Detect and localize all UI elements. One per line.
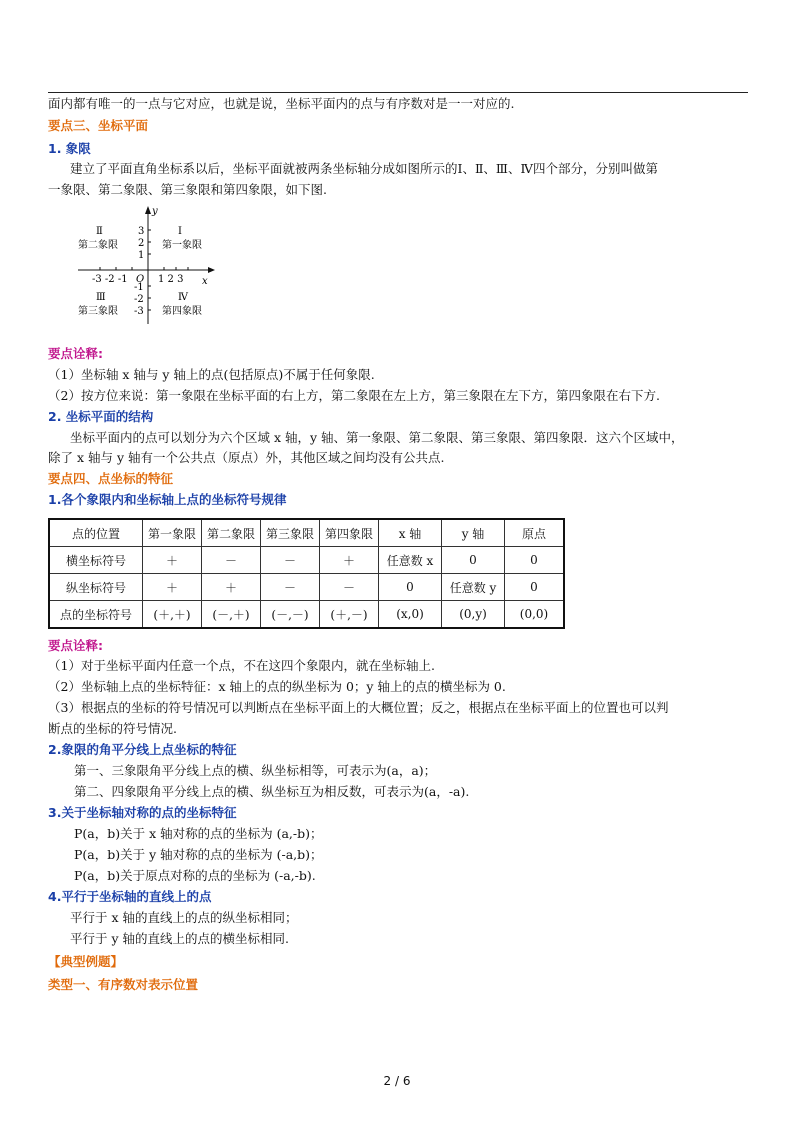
sub2-paragraph-line2: 除了 x 轴与 y 轴有一个公共点（原点）外，其他区域之间均没有公共点. (48, 450, 445, 465)
table-cell: 0 (505, 574, 565, 601)
note1-item1: （1）坐标轴 x 轴与 y 轴上的点(包括原点)不属于任何象限. (48, 367, 375, 382)
quadrant2-numeral: Ⅱ (96, 226, 103, 237)
y-tick-1: 1 (138, 250, 145, 261)
s4-item2-line2: 第二、四象限角平分线上点的横、纵坐标互为相反数，可表示为(a，-a). (74, 784, 470, 799)
table-header-row (49, 519, 564, 547)
x-axis-arrow (208, 267, 215, 273)
table-cell: (0,0) (505, 601, 565, 629)
x-ticks-negative: -3 -2 -1 (92, 274, 128, 285)
y-axis-arrow (145, 206, 151, 214)
sub1-paragraph-line2: 一象限、第二象限、第三象限和第四象限，如下图. (48, 182, 327, 197)
s4-item4-line2: 平行于 y 轴的直线上的点的横坐标相同. (70, 931, 289, 946)
s4-item3-line3: P(a，b)关于原点对称的点的坐标为 (-a,-b). (74, 868, 316, 883)
quadrant3-numeral: Ⅲ (96, 292, 106, 303)
examples-title: 【典型例题】 (48, 954, 124, 969)
s4-item1-title: 1.各个象限内和坐标轴上点的坐标符号规律 (48, 492, 287, 507)
table-cell: ＋ (143, 547, 202, 574)
s4-item4-title: 4.平行于坐标轴的直线上的点 (48, 889, 212, 904)
note2-title: 要点诠释: (48, 638, 103, 653)
s4-item3-title: 3.关于坐标轴对称的点的坐标特征 (48, 805, 237, 820)
s4-item2-title: 2.象限的角平分线上点坐标的特征 (48, 742, 237, 757)
table-cell: － (202, 547, 261, 574)
note1-item2: （2）按方位来说：第一象限在坐标平面的右上方，第二象限在左上方，第三象限在左下方，第四象限在右下方. (48, 388, 660, 403)
note2-item2: （2）坐标轴上点的坐标特征：x 轴上的点的纵坐标为 0；y 轴上的点的横坐标为 0. (48, 679, 506, 694)
table-row (49, 547, 564, 574)
s4-item4-line1: 平行于 x 轴的直线上的点的纵坐标相同； (70, 910, 298, 925)
y-axis-label: y (152, 206, 158, 217)
table-cell: 纵坐标符号 (49, 574, 143, 601)
table-cell: 点的坐标符号 (49, 601, 143, 629)
sub1-title: 1. 象限 (48, 141, 91, 156)
table-cell: － (320, 574, 379, 601)
coordinate-sign-table (48, 518, 565, 629)
table-cell: ＋ (143, 574, 202, 601)
table-cell: (0,y) (442, 601, 505, 629)
type1-title: 类型一、有序数对表示位置 (48, 977, 199, 992)
quadrant2-label: 第二象限 (78, 240, 118, 251)
table-cell: ＋ (202, 574, 261, 601)
table-cell: (＋,＋) (143, 601, 202, 629)
note2-item1: （1）对于坐标平面内任意一个点，不在这四个象限内，就在坐标轴上. (48, 658, 435, 673)
table-cell: (－,－) (261, 601, 320, 629)
y-tick-neg1: -1 (134, 282, 144, 293)
section3-title: 要点三、坐标平面 (48, 118, 149, 133)
y-tick-neg2: -2 (134, 294, 144, 305)
x-axis-label: x (202, 276, 208, 287)
table-cell: (＋,－) (320, 601, 379, 629)
quadrant-diagram (70, 204, 220, 328)
table-cell: 0 (442, 547, 505, 574)
page-number: 2 / 6 (383, 1074, 411, 1088)
table-header-cell: 原点 (505, 519, 565, 547)
table-cell: 0 (505, 547, 565, 574)
table-cell: 任意数 x (379, 547, 442, 574)
note2-item3-line2: 断点的坐标的符号情况. (48, 721, 177, 736)
y-tick-3: 3 (138, 226, 145, 237)
x-ticks-positive: 1 2 3 (158, 274, 184, 285)
s4-item3-line1: P(a，b)关于 x 轴对称的点的坐标为 (a,-b)； (74, 826, 323, 841)
table-cell: 任意数 y (442, 574, 505, 601)
section4-title: 要点四、点坐标的特征 (48, 471, 174, 486)
table-row (49, 574, 564, 601)
table-header-cell: y 轴 (442, 519, 505, 547)
table-header-cell: 第三象限 (261, 519, 320, 547)
table-cell: (－,＋) (202, 601, 261, 629)
table-cell: 横坐标符号 (49, 547, 143, 574)
table-cell: － (261, 547, 320, 574)
s4-item3-line2: P(a，b)关于 y 轴对称的点的坐标为 (-a,b)； (74, 847, 323, 862)
note2-item3-line1: （3）根据点的坐标的符号情况可以判断点在坐标平面上的大概位置；反之，根据点在坐标平面上的位置也可以判 (48, 700, 669, 715)
quadrant1-label: 第一象限 (162, 240, 202, 251)
table-cell: ＋ (320, 547, 379, 574)
table-cell: (x,0) (379, 601, 442, 629)
table-cell: 0 (379, 574, 442, 601)
y-tick-neg3: -3 (134, 306, 144, 317)
table-header-cell: x 轴 (379, 519, 442, 547)
note1-title: 要点诠释: (48, 346, 103, 361)
s4-item2-line1: 第一、三象限角平分线上点的横、纵坐标相等，可表示为(a，a)； (74, 763, 437, 778)
table-row (49, 601, 564, 629)
quadrant4-label: 第四象限 (162, 306, 202, 317)
table-header-cell: 点的位置 (49, 519, 143, 547)
table-header-cell: 第一象限 (143, 519, 202, 547)
quadrant4-numeral: Ⅳ (178, 292, 188, 303)
header-rule (48, 92, 748, 93)
table-header-cell: 第二象限 (202, 519, 261, 547)
table-header-cell: 第四象限 (320, 519, 379, 547)
y-tick-2: 2 (138, 238, 145, 249)
quadrant3-label: 第三象限 (78, 306, 118, 317)
intro-line: 面内都有唯一的一点与它对应，也就是说，坐标平面内的点与有序数对是一一对应的. (48, 96, 515, 111)
origin-label: O (136, 274, 145, 285)
sub2-title: 2. 坐标平面的结构 (48, 409, 154, 424)
table-cell: － (261, 574, 320, 601)
sub2-paragraph-line1: 坐标平面内的点可以划分为六个区域 x 轴，y 轴、第一象限、第二象限、第三象限、第四象限．这六个区域中， (70, 430, 684, 445)
sub1-paragraph-line1: 建立了平面直角坐标系以后，坐标平面就被两条坐标轴分成如图所示的Ⅰ、Ⅱ、Ⅲ、Ⅳ四个部分，分别叫做第 (70, 161, 658, 176)
quadrant1-numeral: Ⅰ (178, 226, 182, 237)
